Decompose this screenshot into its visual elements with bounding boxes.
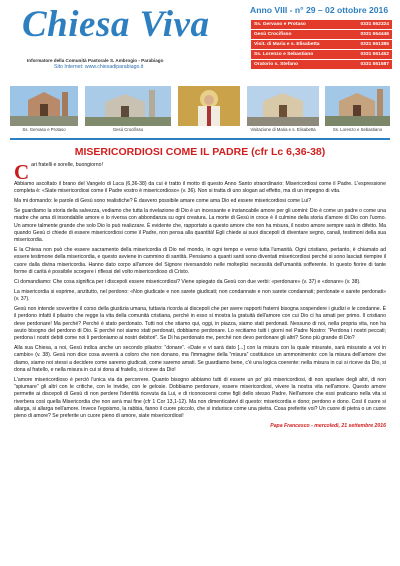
contact-row — [251, 50, 392, 59]
church-photo — [10, 86, 78, 126]
contact-name: Gesù Crocifisso — [254, 32, 292, 37]
article-paragraph: Alla sua Chiesa, a noi, Gesù indica anche un secondo pilastro: “donare”. «Date e vi sarà dato [...] con la misura con la quale misurate, sarà misurato a voi in cambio» (v. 38). Gesù non dice cosa avverrà a coloro che non donano, ma l'immagine della “misura” costituisce un ammonimento: con la misura dell'amore che diamo, siamo noi stessi a decidere come saremo giudicati, come saremo amati. Se guardiamo bene, c'è una logica coerente: nella misura in cui si riceve da Dio, si dona al fratello, e nella misura in cui si dona al fratello, si riceve da Dio! — [14, 345, 386, 373]
contact-row — [251, 60, 392, 69]
greeting: ari fratelli e sorelle, buongiorno! — [31, 162, 103, 168]
contact-list — [251, 20, 392, 70]
article-paragraph: L'amore misericordioso è perciò l'unica via da percorrere. Quanto bisogno abbiamo tutti di essere un po' più misericordiosi, di non sparlare degli altri, di non “spiumare” gli altri con le critiche, con le invidie, con le gelosie. Dobbiamo perdonare, essere misericordiosi, vivere la nostra vita nell'amore. Questo amore permette ai discepoli di Gesù di non perdere l'identità ricevuta da Lui, e di riconoscersi come figli dello stesso Padre. Nell'amore che essi praticano nella vita si riverbera così quella Misericordia che non avrà mai fine (cfr 1 Cor 13,1-12). Ma non dimenticatevi di questo: misericordia e dono; perdono e dono. Così il cuore si allarga, si allarga nell'amore. Invece l'egoismo, la rabbia, fanno il cuore piccolo, che si indurisce come una pietra. Cosa preferite voi? Un cuore di pietra o un cuore pieno di amore? Se preferite un cuore pieno di amore, siate misericordiosi! — [14, 376, 386, 420]
contact-phone: 0331 551452 — [360, 52, 389, 57]
contact-phone: 0331 551587 — [360, 62, 389, 67]
divider — [10, 138, 390, 140]
article-paragraph: Se guardiamo la storia della salvezza, vediamo che tutta la rivelazione di Dio è un incessante e instancabile amore per gli uomini: Dio è come un padre o come una madre che ama di insondabile amore e lo riversa con abbondanza su ogni creatura. La morte di Gesù in croce è il culmine della storia d'amore di Dio con l'uomo. Un amore talmente grande che solo Dio lo può realizzare. È evidente che, rapportato a questo amore che non ha misura, il nostro amore sempre sarà in difetto. Ma quando Gesù ci chiede di essere misericordiosi come il Padre, non pensa alla quantità! Egli chiede ai suoi discepoli di diventare segno, canali, testimoni della sua misericordia. — [14, 208, 386, 244]
photo-caption: Gesù Crocifisso — [112, 127, 144, 132]
contact-name: Visit. di Maria e s. Elisabetta — [254, 42, 320, 47]
contact-phone: 0331 552324 — [360, 22, 389, 27]
newsletter-title: Chiesa Viva — [22, 4, 210, 45]
article-paragraph: Ci domandiamo: Che cosa significa per i discepoli essere misericordiosi? Viene spiegato da Gesù con due verbi: «perdonare» (v. 37) e «donare» (v. 38). — [14, 278, 361, 285]
newsletter-subline: Informatore della Comunità Pastorale S. Ambrogio - Parabiago — [27, 58, 164, 63]
contact-phone: 0331 551385 — [360, 42, 389, 47]
church-photo — [85, 86, 171, 126]
drop-cap: C — [14, 160, 30, 184]
article-paragraph: Gesù non intende sovvertire il corso della giustizia umana, tuttavia ricorda ai discepoli che per avere rapporti fraterni bisogna sospendere i giudizi e le condanne. È il perdono infatti il pilastro che regge la vita della comunità cristiana, perché in esso si mostra la gratuità dell'amore con cui Dio ci ha amati per primo. Il cristiano deve perdonare! Ma perché? Perché è stato perdonato. Tutti noi che stiamo qui, oggi, in piazza, siamo stati perdonati. Nessuno di noi, nella propria vita, non ha avuto bisogno del perdono di Dio. E perché noi siamo stati perdonati, dobbiamo perdonare. Lo recitiamo tutti i giorni nel Padre Nostro: “Perdona i nostri peccati; perdona i nostri debiti come noi li perdoniamo ai nostri debitori”. Se Di ha perdonato me, perché non devo perdonare gli altri? Sono più grande di Dio? — [14, 306, 386, 342]
article-paragraph: Ma mi domando: le parole di Gesù sono realistiche? È davvero possibile amare come ama Dio ed essere misericordiosi come Lui? — [14, 198, 312, 205]
photo-caption: Ss. Lorenzo e Sebastiano — [332, 127, 383, 132]
article-paragraph: Abbiamo ascoltato il brano del Vangelo di Luca (6,36-38) da cui è tratto il motto di questo Anno Santo straordinario: Misericordiosi come il Padre. L'espressione completa è: «Siate misericordiosi come il Padre vostro è misericordioso» (v. 36). Non si tratta di uno slogan ad effetto, ma di un impegno di vita. — [14, 181, 386, 195]
contact-name: Ss. Gervaso e Protaso — [254, 22, 306, 27]
article-signature: Papa Francesco - mercoledì, 21 settembre 2016 — [270, 423, 386, 430]
website-link[interactable]: Sito Internet: www.chiesadiparabiago.it — [54, 64, 144, 70]
masthead — [0, 0, 400, 86]
church-photo-strip — [0, 86, 400, 138]
church-photo — [325, 86, 390, 126]
article-headline: MISERICORDIOSI COME IL PADRE (cfr Lc 6,36-38) — [74, 146, 326, 158]
contact-row — [251, 20, 392, 29]
issue-info: Anno VIII - n° 29 – 02 ottobre 2016 — [250, 5, 389, 15]
contact-name: Ss. Lorenzo e Sebastiano — [254, 52, 314, 57]
article-opening — [14, 160, 386, 184]
contact-phone: 0331 554446 — [360, 32, 389, 37]
article-paragraph: E la Chiesa non può che essere sacramento della misericordia di Dio nel mondo, in ogni tempo e verso tutta l'umanità. Ogni cristiano, pertanto, è chiamato ad essere testimone della misericordia, e questo avviene in cammino di santità. Pensiamo a quanti santi sono diventati misericordiosi perché si sono lasciati riempire il cuore dalla divina misericordia. Hanno dato corpo all'amore del Signore riversandolo nelle molteplici necessità dell'umanità sofferente. In questo fiorire di tante forme di carità è possibile scorgere i riflessi del volto misericordioso di Cristo. — [14, 247, 386, 276]
photo-caption: Ss. Gervaso e Protaso — [22, 127, 66, 132]
contact-row — [251, 40, 392, 49]
article-body — [14, 162, 386, 433]
church-photo — [247, 86, 319, 126]
article-paragraph: La misericordia si esprime, anzitutto, nel perdono: «Non giudicate e non sarete giudicati; non condannate e non sarete condannati; perdonate e sarete perdonati» (v. 37). — [14, 288, 386, 303]
contact-name: Oratorio s. Stefano — [254, 62, 299, 67]
saint-mosaic — [178, 86, 240, 126]
contact-row — [251, 30, 392, 39]
photo-caption: Visitazione di Maria e s. Elisabetta — [250, 127, 316, 132]
